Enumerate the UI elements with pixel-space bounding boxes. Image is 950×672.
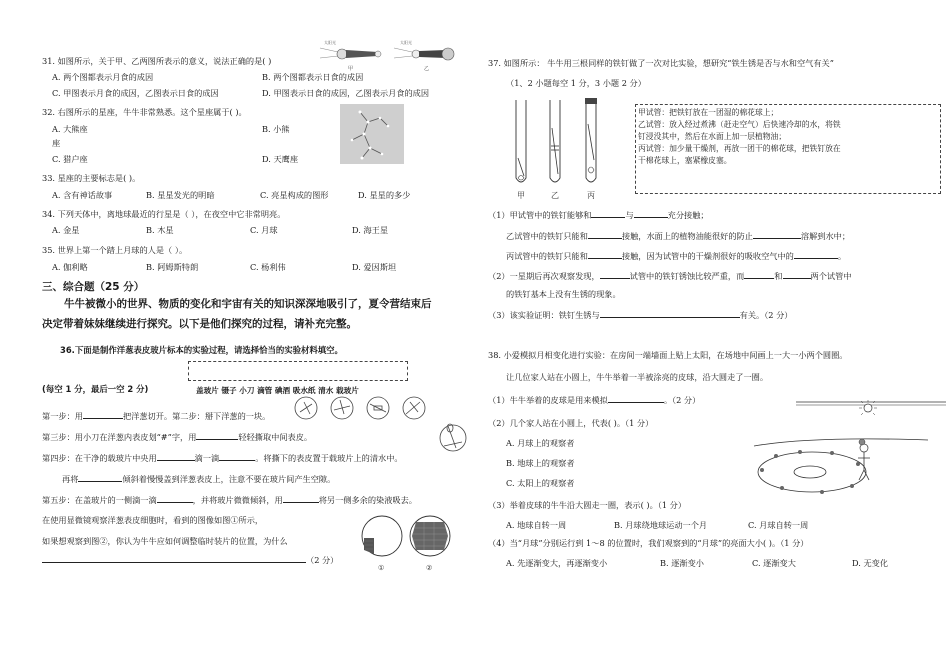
q37-blank-1[interactable] — [591, 209, 625, 218]
q35-stem: 35. 世界上第一个踏上月球的人是（ ）。 — [42, 245, 188, 255]
q33-option-d[interactable]: D. 星星的多少 — [358, 190, 411, 200]
q37-box-line3: 钉浸没其中，然后在水面上加一层植物油； — [638, 132, 787, 141]
q37-part1-line3: 丙试管中的铁钉只能和 接触，因为试管中的干燥剂很好的吸收空气中的 。 — [506, 251, 847, 261]
q36-blank-3[interactable] — [157, 452, 195, 461]
q31-stem: 31. 如图所示，关于甲、乙两图所表示的意义，说法正确的是( ) — [42, 56, 272, 66]
q36-micro-line2: 如果想观察到图②，你认为牛牛应如何调整临时装片的位置，为什么 — [42, 536, 288, 546]
q32-option-b-cont: 座 — [52, 138, 61, 148]
q37-blank-8[interactable] — [744, 270, 774, 279]
q35-option-d[interactable]: D. 爱因斯坦 — [352, 262, 397, 272]
eclipse-diagram-figure — [318, 38, 458, 74]
q34-option-a[interactable]: A. 金星 — [52, 225, 80, 235]
q34-stem: 34. 下列天体中，离地球最近的行星是（ ），在夜空中它非常明亮。 — [42, 209, 286, 219]
q37-blank-9[interactable] — [783, 270, 811, 279]
test-tubes-figure — [510, 98, 610, 200]
q33-stem: 33. 星座的主要标志是( )。 — [42, 173, 141, 183]
q37-box-line2: 乙试管：放入经过煮沸（赶走空气）后快速冷却的水，将铁 — [638, 120, 841, 129]
q38-part2-option-b[interactable]: B. 地球上的观察者 — [506, 458, 575, 468]
q38-part4-option-c[interactable]: C. 逐渐变大 — [752, 558, 796, 568]
fig-label-yi: 乙 — [424, 66, 430, 72]
q37-stem: 37. 如图所示： 牛牛用三根同样的铁钉做了一次对比实验，想研究“铁生锈是否与水和空气有关” — [488, 58, 834, 68]
q32-stem: 32. 右图所示的星座，牛牛非常熟悉。这个星座属于( )。 — [42, 107, 247, 117]
q34-option-c[interactable]: C. 月球 — [250, 225, 278, 235]
svg-text:太阳光: 太阳光 — [400, 40, 412, 45]
q36-step4: 第四步：在干净的载玻片中央用 滴一滴 。将撕下的表皮置于载玻片上的清水中。 — [42, 453, 403, 463]
microscope-label-2: ② — [426, 564, 433, 572]
q37-blank-3[interactable] — [588, 230, 622, 239]
microscope-view-2 — [408, 514, 452, 572]
q36-blank-6[interactable] — [157, 494, 193, 503]
q36-step3: 第三步：用小刀在洋葱内表皮划“#”字，用 轻轻撕取中间表皮。 — [42, 432, 313, 442]
q31-option-c[interactable]: C. 甲图表示月食的成因，乙图表示日食的成因 — [52, 88, 219, 98]
q34-option-b[interactable]: B. 木星 — [146, 225, 174, 235]
q37-blank-7[interactable] — [600, 270, 630, 279]
q36-stem: 36.下面是制作洋葱表皮玻片标本的实验过程，请选择恰当的实验材料填空。 — [60, 345, 343, 355]
q31-option-d[interactable]: D. 甲图表示日食的成因，乙图表示月食的成因 — [262, 88, 430, 98]
q36-score: (每空 1 分，最后一空 2 分) — [42, 384, 149, 394]
q36-step4-cont: 再将 倾斜着慢慢盖到洋葱表皮上，注意不要在玻片间产生空隙。 — [62, 474, 336, 484]
q36-answer-box[interactable] — [188, 361, 408, 381]
q37-box-line1: 甲试管：把铁钉放在一团湿的棉花球上； — [638, 108, 779, 117]
q37-part3: （3）该实验证明：铁钉生锈与 有关。（2 分） — [488, 310, 793, 320]
q38-part3: （3）举着皮球的牛牛沿大圆走一圈，表示( )。（1 分） — [488, 500, 687, 510]
q38-stem: 38. 小爱模拟月相变化进行实验：在房间一端墙面上贴上太阳，在场地中间画上一大一小两个圆圈。 — [488, 350, 848, 360]
section3-intro-line1: 牛牛被微小的世界、物质的变化和宇宙有关的知识深深地吸引了，夏令营结束后 — [64, 298, 432, 310]
q36-materials: 盖玻片 镊子 小刀 滴管 碘酒 吸水纸 清水 载玻片 — [196, 386, 359, 395]
q38-part3-option-c[interactable]: C. 月球自转一周 — [748, 520, 809, 530]
q36-step1: 第一步：用 把洋葱切开。第二步：掰下洋葱的一块。 — [42, 411, 271, 421]
q36-micro-line1: 在使用显微镜观察洋葱表皮细胞时，看到的图像如图①所示， — [42, 515, 264, 525]
q36-blank-4[interactable] — [219, 452, 255, 461]
q38-part4: （4）当“月球”分别运行到 1～8 的位置时，我们观察到的“月球”的亮面大小( )。（1 分） — [488, 538, 809, 548]
q37-blank-5[interactable] — [588, 250, 622, 259]
left-column — [0, 0, 470, 672]
tube-label-jia: 甲 — [517, 191, 525, 200]
q32-option-b[interactable]: B. 小熊 — [262, 124, 290, 134]
q36-dropper-illustration — [438, 418, 468, 458]
q36-blank-8[interactable] — [42, 554, 306, 563]
q37-blank-4[interactable] — [753, 230, 801, 239]
q35-option-a[interactable]: A. 伽利略 — [52, 262, 88, 272]
q37-box-line4: 丙试管：加少量干燥剂，再放一团干的棉花球，把铁钉放在 — [638, 144, 841, 153]
q37-part2-line2: 的铁钉基本上没有生锈的现象。 — [506, 289, 621, 299]
q38-part3-option-a[interactable]: A. 地球自转一周 — [506, 520, 567, 530]
q32-option-c[interactable]: C. 猎户座 — [52, 154, 88, 164]
right-column — [480, 0, 950, 672]
q31-option-b[interactable]: B. 两个图都表示日食的成因 — [262, 72, 364, 82]
q37-blank-2[interactable] — [634, 209, 668, 218]
q37-blank-6[interactable] — [794, 250, 838, 259]
q37-part1-line2: 乙试管中的铁钉只能和 接触，水面上的植物油能很好的防止 溶解到水中； — [506, 231, 851, 241]
q38-part4-option-b[interactable]: B. 逐渐变小 — [660, 558, 704, 568]
q36-step5: 第五步：在盖玻片的一侧滴一滴 ，并将玻片微微倾斜，用 将另一侧多余的染液吸去。 — [42, 495, 417, 505]
q38-part4-option-a[interactable]: A. 先逐渐变大，再逐渐变小 — [506, 558, 608, 568]
q38-part1: （1）牛牛举着的皮球是用来模拟 。（2 分） — [488, 395, 701, 405]
q35-option-b[interactable]: B. 阿姆斯特朗 — [146, 262, 199, 272]
q33-option-b[interactable]: B. 星星发光的明暗 — [146, 190, 215, 200]
tube-label-bing: 丙 — [587, 191, 595, 200]
q37-score: （1、2 小题每空 1 分，3 小题 2 分） — [506, 78, 646, 88]
q37-part2-line1: （2）一星期后再次观察发现， 试管中的铁钉锈蚀比较严重，而 和 两个试管中 — [488, 271, 852, 281]
constellation-image — [340, 104, 404, 164]
q37-part1-line1: （1）甲试管中的铁钉能够和 与 充分接触； — [488, 210, 709, 220]
q33-option-a[interactable]: A. 含有神话故事 — [52, 190, 113, 200]
q36-blank-2[interactable] — [196, 431, 238, 440]
microscope-view-1 — [360, 514, 404, 572]
section3-title: 三、综合题（25 分） — [42, 281, 145, 293]
q38-part2-option-a[interactable]: A. 月球上的观察者 — [506, 438, 575, 448]
q36-blank-5[interactable] — [78, 473, 122, 482]
q38-blank-1[interactable] — [608, 394, 664, 403]
q32-option-d[interactable]: D. 天鹰座 — [262, 154, 299, 164]
q38-part2-option-c[interactable]: C. 太阳上的观察者 — [506, 478, 575, 488]
q34-option-d[interactable]: D. 海王星 — [352, 225, 389, 235]
q36-step-illustrations — [292, 394, 438, 422]
section3-intro-line2: 决定带着妹妹继续进行探究。以下是他们探究的过程，请补充完整。 — [42, 318, 357, 330]
fig-label-jia: 甲 — [348, 66, 354, 72]
q32-option-a[interactable]: A. 大熊座 — [52, 124, 88, 134]
q38-stem-line2: 让几位家人站在小圆上，牛牛举着一半被涂亮的皮球，沿大圆走了一圈。 — [506, 372, 769, 382]
q36-blank-7[interactable] — [283, 494, 319, 503]
q38-part4-option-d[interactable]: D. 无变化 — [852, 558, 889, 568]
microscope-label-1: ① — [378, 564, 385, 572]
tube-label-yi: 乙 — [551, 191, 559, 200]
q37-blank-10[interactable] — [600, 309, 740, 318]
q37-box-line5: 干棉花球上，塞紧橡皮塞。 — [638, 156, 732, 165]
q38-part2: （2）几个家人站在小圆上，代表( )。（1 分） — [488, 418, 654, 428]
svg-text:太阳光: 太阳光 — [324, 40, 336, 45]
q36-blank-1[interactable] — [83, 410, 123, 419]
q33-option-c[interactable]: C. 亮星构成的图形 — [260, 190, 329, 200]
q31-option-a[interactable]: A. 两个图都表示月食的成因 — [52, 72, 154, 82]
orbit-illustration — [752, 426, 930, 502]
q35-option-c[interactable]: C. 杨利伟 — [250, 262, 286, 272]
sun-wall-illustration — [796, 396, 946, 418]
q38-part3-option-b[interactable]: B. 月球绕地球运动一个月 — [614, 520, 708, 530]
q36-micro-answer-line: （2 分） — [42, 554, 338, 566]
